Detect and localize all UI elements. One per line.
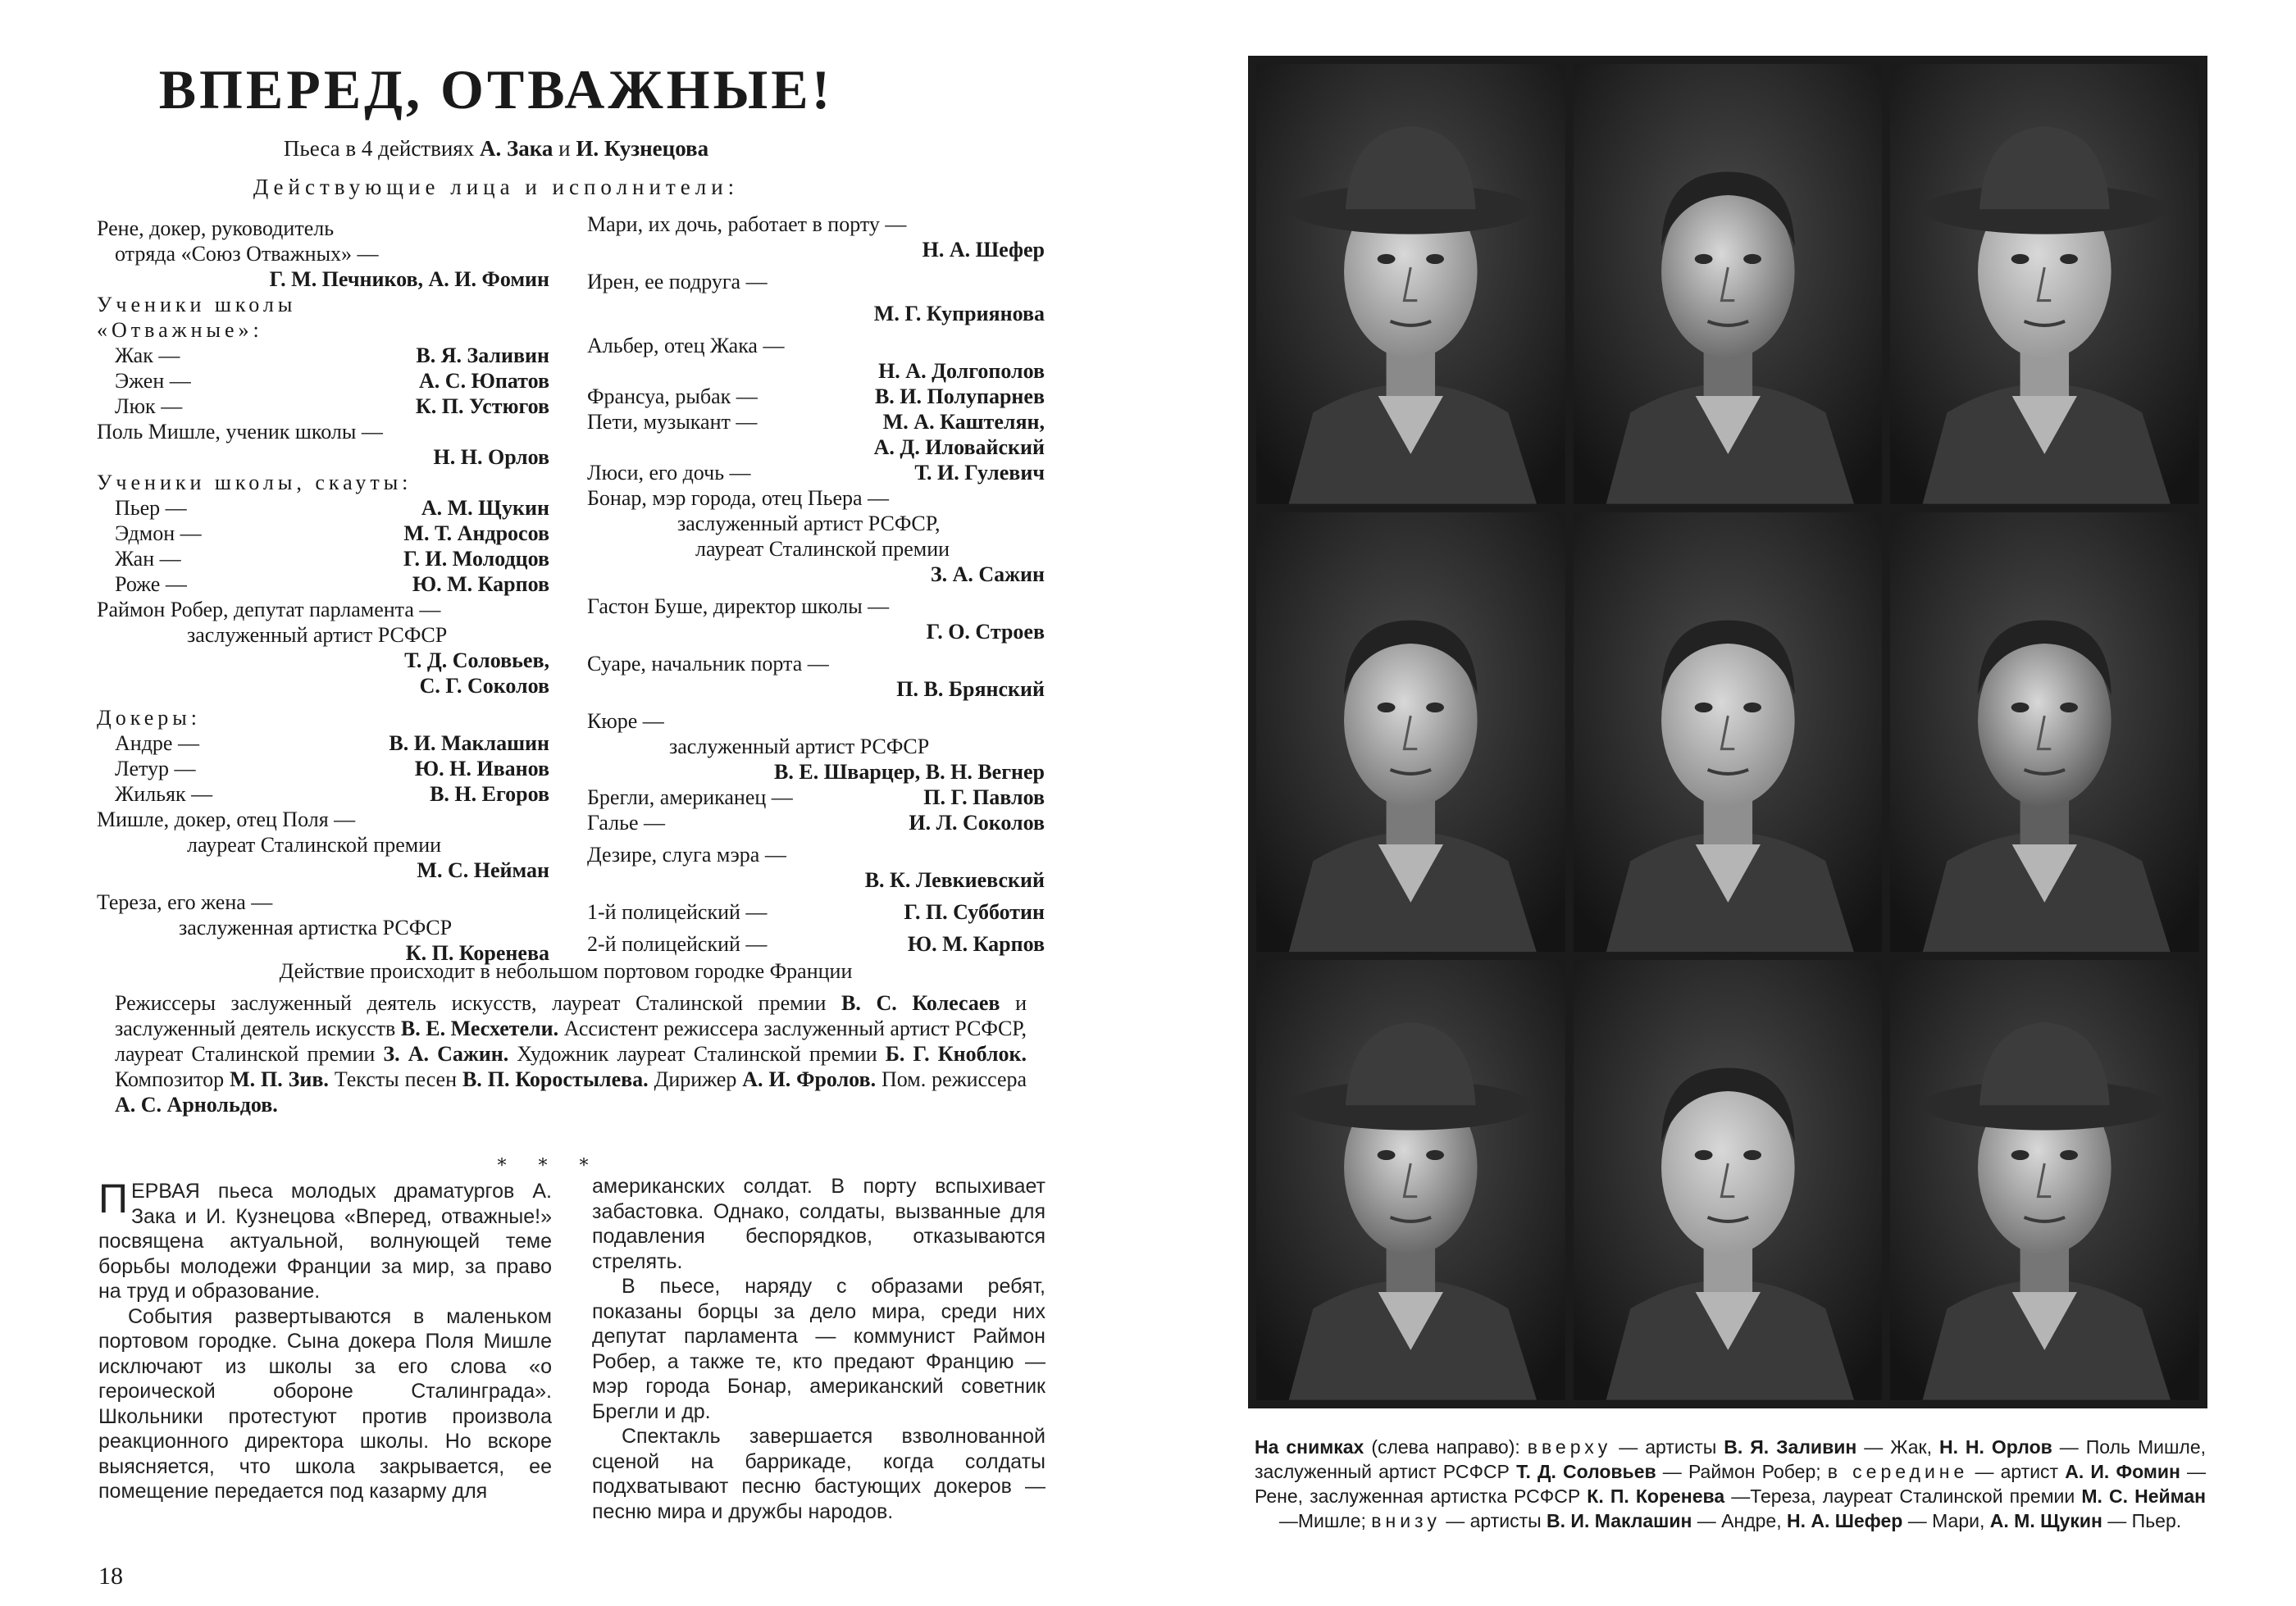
credit-name: А. И. Фролов. bbox=[742, 1067, 877, 1091]
actor-portrait bbox=[1574, 960, 1883, 1400]
cast-actor: Г. П. Субботин bbox=[904, 900, 1045, 924]
credit-text: Тексты песен bbox=[334, 1067, 458, 1091]
cast-role: Эдмон — bbox=[115, 521, 202, 545]
cast-role: отряда «Союз Отважных» — bbox=[115, 242, 379, 266]
portrait-image bbox=[1256, 512, 1565, 953]
drop-cap: П bbox=[98, 1176, 128, 1222]
cast-row bbox=[587, 899, 1045, 925]
caption-part: (слева направо): bbox=[1371, 1436, 1520, 1458]
credit-text: Ассистент режиссера заслуженный артист РСФСР, лауреат Сталинской премии bbox=[115, 1017, 1027, 1066]
caption-part: —Тереза, лауреат Сталинской премии bbox=[1731, 1485, 2075, 1507]
cast-heading: Действующие лица и исполнители: bbox=[253, 175, 740, 199]
cast-actor: И. Л. Соколов bbox=[909, 811, 1045, 835]
portrait-image bbox=[1890, 960, 2199, 1400]
cast-actor: Н. А. Шефер bbox=[922, 238, 1045, 262]
caption-name: М. С. Нейман bbox=[2081, 1485, 2207, 1507]
actor-portrait bbox=[1890, 960, 2199, 1400]
cast-actor: Н. А. Долгополов bbox=[878, 359, 1045, 383]
caption-part: — артист bbox=[1975, 1461, 2059, 1482]
actor-portrait bbox=[1574, 512, 1883, 953]
cast-row bbox=[587, 409, 1045, 434]
caption-part: — Раймон Робер; bbox=[1662, 1461, 1821, 1482]
credit-name: В. Е. Месхетели. bbox=[400, 1017, 559, 1040]
cast-actor: А. Д. Иловайский bbox=[873, 435, 1045, 459]
cast-row bbox=[97, 756, 549, 781]
article-paragraph bbox=[98, 1176, 552, 1304]
cast-group: Ученики школы bbox=[97, 293, 297, 316]
cast-role: 2-й полицейский — bbox=[587, 932, 768, 956]
cast-role: Андре — bbox=[115, 731, 199, 755]
cast-actor: Г. И. Молодцов bbox=[403, 547, 549, 571]
cast-role: Ирен, ее подруга — bbox=[587, 270, 768, 293]
caption-part: — артисты bbox=[1619, 1436, 1717, 1458]
portrait-image bbox=[1574, 64, 1883, 504]
caption-part: На снимках bbox=[1255, 1436, 1364, 1458]
production-credits bbox=[115, 990, 1027, 1117]
actor-portrait bbox=[1890, 512, 2199, 953]
cast-role: Мари, их дочь, работает в порту — bbox=[587, 212, 907, 236]
cast-row bbox=[97, 368, 549, 394]
cast-actor: А. С. Юпатов bbox=[419, 369, 549, 393]
cast-actor: В. Я. Заливин bbox=[416, 343, 549, 367]
actor-portrait bbox=[1256, 512, 1565, 953]
cast-role: Суаре, начальник порта — bbox=[587, 652, 829, 676]
actor-portrait bbox=[1890, 64, 2199, 504]
cast-actor: К. П. Устюгов bbox=[415, 394, 549, 418]
cast-role: Мишле, докер, отец Поля — bbox=[97, 808, 356, 831]
article-column-2 bbox=[592, 1174, 1046, 1524]
cast-actor: Г. М. Печников, А. И. Фомин bbox=[269, 267, 549, 291]
caption-part: — артисты bbox=[1446, 1510, 1542, 1531]
caption-part: в середине bbox=[1827, 1461, 1969, 1482]
article-paragraph: американских солдат. В порту вспыхивает забастовка. Однако, солдаты, вызванные для подавления беспорядков, отказываются стрелять. bbox=[592, 1175, 1046, 1273]
credit-name: В. С. Колесаев bbox=[841, 991, 1000, 1015]
caption-name: К. П. Коренева bbox=[1587, 1485, 1725, 1507]
cast-role: 1-й полицейский — bbox=[587, 900, 768, 924]
section-divider: * * * bbox=[497, 1156, 602, 1176]
credit-text: Художник лауреат Сталинской премии bbox=[517, 1042, 877, 1066]
play-setting: Действие происходит в небольшом портовом городке Франции bbox=[279, 959, 853, 983]
cast-role: Кюре — bbox=[587, 709, 664, 733]
caption-name: В. И. Маклашин bbox=[1547, 1510, 1692, 1531]
cast-role: Брегли, американец — bbox=[587, 785, 793, 809]
credit-text: Дирижер bbox=[654, 1067, 737, 1091]
credit-name: З. А. Сажин. bbox=[383, 1042, 509, 1066]
cast-actor: К. П. Коренева bbox=[405, 941, 549, 965]
cast-role: Пьер — bbox=[115, 496, 187, 520]
cast-actor: Ю. Н. Иванов bbox=[414, 757, 549, 780]
caption-name: А. И. Фомин bbox=[2065, 1461, 2180, 1482]
author-2: И. Кузнецова bbox=[576, 136, 709, 161]
cast-role: заслуженная артистка РСФСР bbox=[179, 916, 453, 939]
cast-actor: Н. Н. Орлов bbox=[433, 445, 549, 469]
cast-role: Альбер, отец Жака — bbox=[587, 334, 785, 357]
credit-text: и заслуженный деятель искусств bbox=[115, 991, 1027, 1040]
cast-role: Гастон Буше, директор школы — bbox=[587, 594, 890, 618]
credit-name: А. С. Арнольдов. bbox=[115, 1093, 278, 1117]
photo-caption bbox=[1255, 1435, 2206, 1533]
cast-role: Роже — bbox=[115, 572, 187, 596]
cast-role: Пети, музыкант — bbox=[587, 410, 758, 434]
cast-role: Дезире, слуга мэра — bbox=[587, 843, 786, 867]
caption-name: А. М. Щукин bbox=[1989, 1510, 2102, 1531]
caption-part: — Андре, bbox=[1697, 1510, 1782, 1531]
cast-role: Жак — bbox=[115, 343, 180, 367]
article-paragraph: События развертываются в маленьком портовом городке. Сына докера Поля Мишле исключают из школы за его слова «о героической обороне Сталинграда». Школьники протестуют против произвола реакционного директора школы. Но вскоре выясняется, что школа закрывается, ее помещение передается под казарму для bbox=[98, 1304, 552, 1503]
cast-actor: Ю. М. Карпов bbox=[412, 572, 549, 596]
cast-row bbox=[587, 810, 1045, 835]
article-column-1 bbox=[98, 1176, 552, 1504]
page-number: 18 bbox=[98, 1563, 123, 1590]
cast-role: Галье — bbox=[587, 811, 666, 835]
paragraph-text: ЕРВАЯ пьеса молодых драматургов А. Зака и И. Кузнецова «Вперед, отважные!» посвящена актуальной, волнующей теме борьбы молодежи Франции за мир, за право на труд и образование. bbox=[98, 1180, 552, 1303]
article-paragraph: Спектакль завершается взволнованной сценой на баррикаде, когда солдаты подхватывают песню бастующих докеров — песню мира и дружбы народов. bbox=[592, 1425, 1046, 1523]
cast-list-left bbox=[97, 216, 549, 966]
cast-actor: Т. И. Гулевич bbox=[914, 461, 1045, 485]
subtitle-prefix: Пьеса в 4 действиях bbox=[283, 136, 475, 161]
cast-group: Ученики школы, скауты: bbox=[97, 471, 412, 494]
cast-row bbox=[97, 730, 549, 756]
cast-role: лауреат Сталинской премии bbox=[695, 537, 950, 561]
caption-part: — Мари, bbox=[1907, 1510, 1985, 1531]
cast-actor: М. А. Каштелян, bbox=[882, 410, 1045, 434]
subtitle-and: и bbox=[558, 136, 571, 161]
caption-part: внизу bbox=[1371, 1510, 1441, 1531]
cast-role: заслуженный артист РСФСР bbox=[669, 735, 930, 758]
actor-portrait bbox=[1574, 64, 1883, 504]
cast-row bbox=[97, 781, 549, 807]
cast-actor: П. В. Брянский bbox=[896, 677, 1045, 701]
cast-role: Рене, докер, руководитель bbox=[97, 216, 335, 240]
caption-name: Н. Н. Орлов bbox=[1938, 1436, 2052, 1458]
play-subtitle bbox=[98, 136, 894, 162]
credit-name: В. П. Коростылева. bbox=[462, 1067, 649, 1091]
portrait-image bbox=[1574, 960, 1883, 1400]
actor-portrait bbox=[1256, 960, 1565, 1400]
cast-row bbox=[97, 495, 549, 521]
cast-row bbox=[587, 384, 1045, 409]
cast-actor: В. Н. Егоров bbox=[430, 782, 549, 806]
credit-name: Б. Г. Кноблок. bbox=[885, 1042, 1027, 1066]
cast-actor: М. Г. Куприянова bbox=[873, 302, 1045, 325]
cast-actor: М. Т. Андросов bbox=[403, 521, 549, 545]
cast-actor: С. Г. Соколов bbox=[419, 674, 549, 698]
caption-name: Т. Д. Соловьев bbox=[1516, 1461, 1656, 1482]
cast-role: Раймон Робер, депутат парламента — bbox=[97, 598, 441, 621]
cast-role: Летур — bbox=[115, 757, 196, 780]
cast-actor: В. И. Маклашин bbox=[389, 731, 549, 755]
credit-text: Композитор bbox=[115, 1067, 225, 1091]
cast-group: Докеры: bbox=[97, 706, 201, 730]
caption-part: — Жак, bbox=[1864, 1436, 1932, 1458]
cast-row bbox=[97, 521, 549, 546]
portrait-image bbox=[1574, 512, 1883, 953]
cast-row bbox=[587, 785, 1045, 810]
credit-name: М. П. Зив. bbox=[230, 1067, 329, 1091]
author-1: А. Зака bbox=[479, 136, 554, 161]
portrait-image bbox=[1256, 960, 1565, 1400]
cast-actor: Т. Д. Соловьев, bbox=[404, 648, 549, 672]
cast-actor: М. С. Нейман bbox=[417, 858, 549, 882]
caption-part: — Пьер. bbox=[2107, 1510, 2182, 1531]
caption-part: —Мишле; bbox=[1278, 1510, 1366, 1531]
cast-actor: Г. О. Строев bbox=[926, 620, 1045, 644]
cast-role: Поль Мишле, ученик школы — bbox=[97, 420, 383, 444]
caption-part: — Рене, заслуженная артистка РСФСР bbox=[1255, 1461, 2207, 1507]
credit-text: Пом. режиссера bbox=[882, 1067, 1027, 1091]
article-paragraph: В пьесе, наряду с образами ребят, показаны борцы за дело мира, среди них депутат парламента — коммунист Раймон Робер, а также те, кто предают Францию — мэр города Бонар, американский советник Брегли и др. bbox=[592, 1275, 1046, 1423]
cast-list-right bbox=[587, 212, 1045, 957]
photo-grid bbox=[1248, 56, 2207, 1408]
cast-role: Люк — bbox=[115, 394, 183, 418]
caption-name: Н. А. Шефер bbox=[1787, 1510, 1903, 1531]
cast-actor: Ю. М. Карпов bbox=[907, 932, 1045, 956]
cast-role: Жильяк — bbox=[115, 782, 213, 806]
cast-role: заслуженный артист РСФСР, bbox=[677, 512, 941, 535]
portrait-image bbox=[1256, 64, 1565, 504]
cast-row bbox=[97, 546, 549, 571]
cast-row bbox=[97, 571, 549, 597]
cast-actor: А. М. Щукин bbox=[421, 496, 549, 520]
cast-actor: В. К. Левкиевский bbox=[864, 868, 1045, 892]
caption-part: вверху bbox=[1527, 1436, 1612, 1458]
cast-group: «Отважные»: bbox=[97, 318, 263, 342]
cast-role: Франсуа, рыбак — bbox=[587, 384, 758, 408]
caption-name: В. Я. Заливин bbox=[1724, 1436, 1857, 1458]
cast-role: Жан — bbox=[115, 547, 181, 571]
cast-actor: В. Е. Шварцер, В. Н. Вегнер bbox=[774, 760, 1045, 784]
cast-role: Люси, его дочь — bbox=[587, 461, 751, 485]
portrait-image bbox=[1890, 512, 2199, 953]
cast-row bbox=[587, 460, 1045, 485]
cast-role: Тереза, его жена — bbox=[97, 890, 273, 914]
caption-part: — Поль Мишле, заслуженный артист РСФСР bbox=[1255, 1436, 2207, 1482]
cast-row bbox=[97, 394, 549, 419]
cast-row bbox=[97, 343, 549, 368]
cast-row bbox=[587, 931, 1045, 957]
cast-role: заслуженный артист РСФСР bbox=[187, 623, 448, 647]
page-title: ВПЕРЕД, ОТВАЖНЫЕ! bbox=[158, 58, 834, 121]
portrait-image bbox=[1890, 64, 2199, 504]
cast-actor: З. А. Сажин bbox=[930, 562, 1045, 586]
cast-role: лауреат Сталинской премии bbox=[187, 833, 442, 857]
cast-role: Эжен — bbox=[115, 369, 191, 393]
credit-text: Режиссеры заслуженный деятель искусств, лауреат Сталинской премии bbox=[115, 991, 827, 1015]
cast-actor: В. И. Полупарнев bbox=[874, 384, 1045, 408]
actor-portrait bbox=[1256, 64, 1565, 504]
cast-role: Бонар, мэр города, отец Пьера — bbox=[587, 486, 890, 510]
cast-actor: П. Г. Павлов bbox=[923, 785, 1045, 809]
